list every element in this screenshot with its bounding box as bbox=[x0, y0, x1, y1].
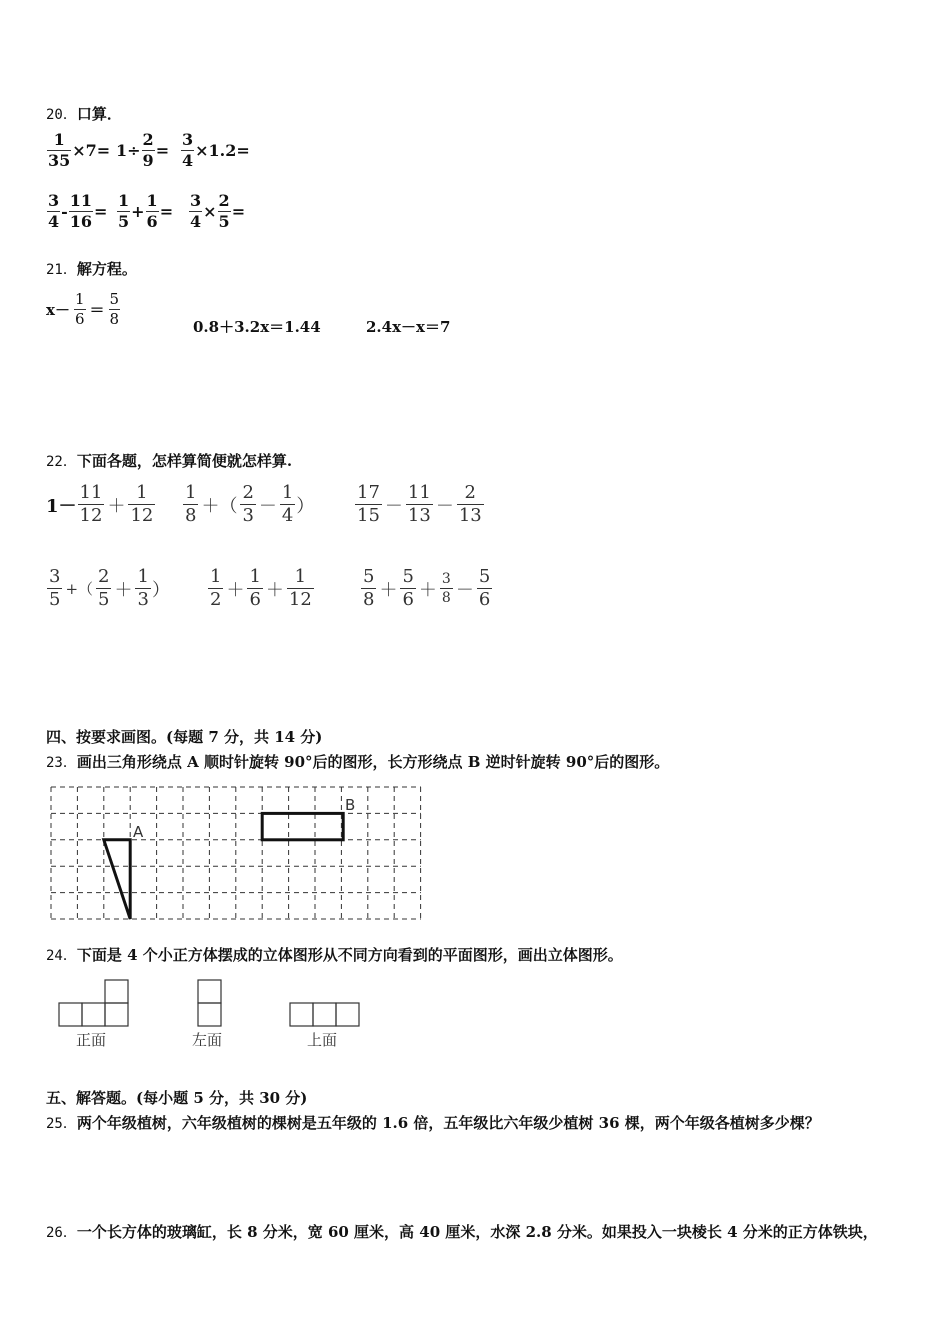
fraction: $\frac{2}{9}$ bbox=[142, 130, 154, 170]
fraction: $\frac{11}{13}$ bbox=[407, 482, 431, 526]
q20-expr-3: $\frac{3}{4}$ ×1.2= bbox=[182, 130, 250, 170]
q20-expr-6: $\frac{3}{4}$ × $\frac{2}{5}$ = bbox=[190, 191, 246, 231]
triangle-shape bbox=[104, 840, 130, 919]
q21-equation-3: 2.4x－x＝7 bbox=[366, 318, 451, 336]
fraction: $\frac{1}{3}$ bbox=[137, 566, 149, 610]
q22-expr-5: $\frac{1}{2}$ ＋ $\frac{1}{6}$ ＋ $\frac{1}{12}$ bbox=[210, 566, 312, 610]
rotation-grid-figure bbox=[48, 784, 426, 924]
fraction: $\frac{11}{16}$ bbox=[69, 191, 93, 231]
fraction: $\frac{11}{12}$ bbox=[79, 482, 103, 526]
question-title: 一个长方体的玻璃缸，长 8 分米，宽 60 厘米，高 40 厘米，水深 2.8 分米。如果投入一块棱长 4 分米的正方体铁块， bbox=[76, 1223, 878, 1241]
question-title: 解方程。 bbox=[76, 260, 137, 278]
fraction: $\frac{1}{8}$ bbox=[185, 482, 197, 526]
fraction: $\frac{2}{5}$ bbox=[98, 566, 110, 610]
q20-expr-1: $\frac{1}{35}$ ×7= bbox=[48, 130, 111, 170]
fraction: $\frac{2}{13}$ bbox=[458, 482, 482, 526]
question-number: 21． bbox=[46, 262, 77, 278]
front-view-label: 正面 bbox=[76, 1031, 107, 1049]
question-21-heading bbox=[46, 258, 137, 279]
q20-expr-5: $\frac{1}{5}$ + $\frac{1}{6}$ = bbox=[118, 191, 174, 231]
top-view-label: 上面 bbox=[307, 1031, 338, 1049]
q21-equation-1: x－ $\frac{1}{6}$ ＝ $\frac{5}{8}$ bbox=[46, 290, 120, 328]
q21-equation-2: 0.8＋3.2x＝1.44 bbox=[193, 318, 321, 336]
question-title: 口算． bbox=[76, 105, 122, 123]
left-view bbox=[198, 980, 221, 1026]
question-number: 25． bbox=[46, 1116, 77, 1132]
section-4-heading: 四、按要求画图。(每题 7 分，共 14 分) bbox=[46, 728, 323, 746]
fraction: $\frac{1}{6}$ bbox=[74, 290, 85, 328]
question-24-heading bbox=[46, 944, 623, 965]
fraction: $\frac{5}{6}$ bbox=[402, 566, 414, 610]
question-number: 26． bbox=[46, 1225, 77, 1241]
question-title: 两个年级植树，六年级植树的棵树是五年级的 1.6 倍，五年级比六年级少植树 36 棵，两个年级各植树多少棵？ bbox=[76, 1114, 820, 1132]
fraction: $\frac{1}{4}$ bbox=[281, 482, 294, 526]
fraction: $\frac{1}{35}$ bbox=[48, 130, 71, 170]
question-number: 23． bbox=[46, 755, 77, 771]
fraction: $\frac{1}{6}$ bbox=[249, 566, 261, 610]
q20-expr-4: $\frac{3}{4}$ - $\frac{11}{16}$ = bbox=[48, 191, 108, 231]
question-number: 20． bbox=[46, 107, 77, 123]
q22-expr-1: 1－ $\frac{11}{12}$ ＋ $\frac{1}{12}$ bbox=[46, 482, 154, 526]
question-25-heading bbox=[46, 1112, 820, 1133]
question-title: 下面是 4 个小正方体摆成的立体图形从不同方向看到的平面图形，画出立体图形。 bbox=[76, 946, 623, 964]
question-number: 22． bbox=[46, 454, 77, 470]
q20-expr-2: 1÷ $\frac{2}{9}$ = bbox=[116, 130, 170, 170]
point-b-label: B bbox=[345, 796, 356, 814]
fraction: $\frac{5}{6}$ bbox=[478, 566, 491, 610]
fraction: $\frac{5}{8}$ bbox=[363, 566, 375, 610]
question-23-heading bbox=[46, 751, 669, 772]
fraction: $\frac{1}{6}$ bbox=[146, 191, 158, 231]
fraction: $\frac{3}{4}$ bbox=[182, 130, 194, 170]
question-number: 24． bbox=[46, 948, 77, 964]
fraction: $\frac{17}{15}$ bbox=[357, 482, 380, 526]
rectangle-shape bbox=[262, 813, 343, 839]
top-view bbox=[290, 1003, 359, 1026]
fraction: $\frac{1}{12}$ bbox=[130, 482, 154, 526]
dashed-grid bbox=[51, 787, 421, 919]
fraction: $\frac{2}{3}$ bbox=[242, 482, 254, 526]
fraction: $\frac{2}{5}$ bbox=[218, 191, 230, 231]
question-22-heading bbox=[46, 450, 292, 471]
question-title: 画出三角形绕点 A 顺时针旋转 90°后的图形，长方形绕点 B 逆时针旋转 90°后的图形。 bbox=[76, 753, 670, 771]
fraction: $\frac{3}{5}$ bbox=[49, 566, 61, 610]
fraction: $\frac{1}{2}$ bbox=[210, 566, 222, 610]
fraction: $\frac{1}{12}$ bbox=[288, 566, 312, 610]
q22-expr-3: $\frac{17}{15}$ － $\frac{11}{13}$ － $\frac{2}{13}$ bbox=[357, 482, 482, 526]
fraction: $\frac{3}{8}$ bbox=[441, 571, 451, 606]
fraction: $\frac{3}{4}$ bbox=[190, 191, 202, 231]
fraction: $\frac{3}{4}$ bbox=[48, 191, 60, 231]
front-view bbox=[59, 980, 128, 1026]
q22-expr-4: $\frac{3}{5}$ +（ $\frac{2}{5}$ ＋ $\frac{1}{3}$ ） bbox=[49, 566, 170, 610]
point-a-label: A bbox=[133, 823, 144, 841]
section-5-heading: 五、解答题。(每小题 5 分，共 30 分) bbox=[46, 1089, 308, 1107]
question-26-heading bbox=[46, 1221, 878, 1242]
fraction: $\frac{5}{8}$ bbox=[109, 290, 120, 328]
q22-expr-2: $\frac{1}{8}$ ＋（ $\frac{2}{3}$ － $\frac{1}{4}$ ） bbox=[185, 482, 315, 526]
three-views-figure bbox=[56, 976, 366, 1052]
fraction: $\frac{1}{5}$ bbox=[118, 191, 130, 231]
question-20-heading bbox=[46, 103, 122, 124]
question-title: 下面各题，怎样算简便就怎样算. bbox=[76, 452, 293, 470]
q22-expr-6: $\frac{5}{8}$ ＋ $\frac{5}{6}$ ＋ $\frac{3}{8}$ － $\frac{5}{6}$ bbox=[363, 566, 491, 610]
left-view-label: 左面 bbox=[192, 1031, 223, 1049]
